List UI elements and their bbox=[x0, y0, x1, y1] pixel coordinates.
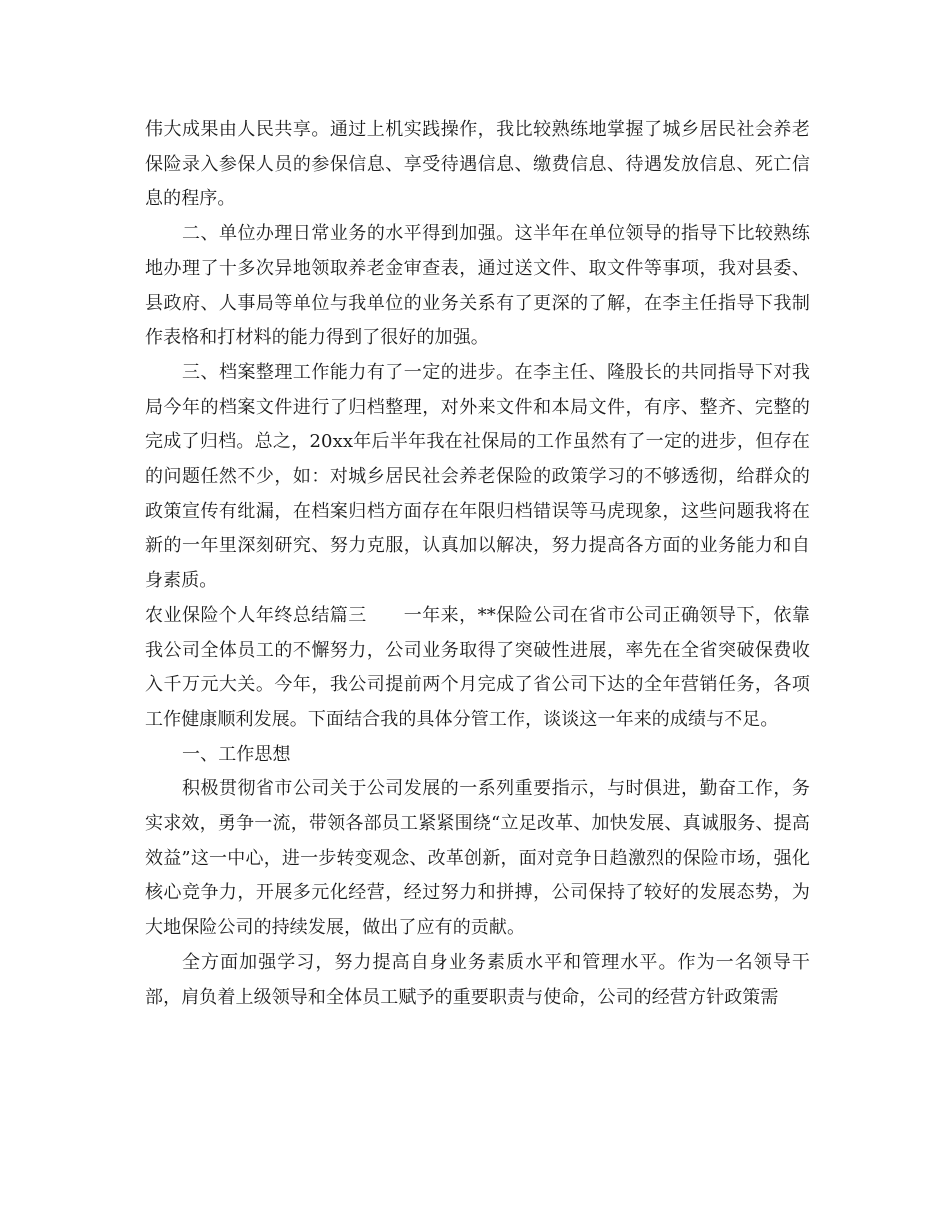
paragraph-4: 农业保险个人年终总结篇三 一年来，**保险公司在省市公司正确领导下，依靠我公司全体员工的不懈努力，公司业务取得了突破性进展，率先在全省突破保费收入千万元大关。今年，我公司提前两个月完成了省公司下达的全年营销任务，各项工作健康顺利发展。下面结合我的具体分管工作，谈谈这一年来的成绩与不足。 bbox=[145, 604, 810, 730]
paragraph-3: 三、档案整理工作能力有了一定的进步。在李主任、隆股长的共同指导下对我局今年的档案文件进行了归档整理，对外来文件和本局文件，有序、整齐、完整的完成了归档。总之，20xx年后半年我在社保局的工作虽然有了一定的进步，但存在的问题任然不少，如：对城乡居民社会养老保险的政策学习的不够透彻，给群众的政策宣传有纰漏，在档案归档方面存在年限归档错误等马虎现象，这些问题我将在新的一年里深刻研究、努力克服，认真加以解决，努力提高各方面的业务能力和自身素质。 bbox=[145, 361, 810, 592]
document-body bbox=[145, 113, 810, 1015]
paragraph-6: 积极贯彻省市公司关于公司发展的一系列重要指示，与时俱进，勤奋工作，务实求效，勇争一流，带领各部员工紧紧围绕“立足改革、加快发展、真诚服务、提高效益”这一中心，进一步转变观念、改革创新，面对竞争日趋激烈的保险市场，强化核心竞争力，开展多元化经营，经过努力和拼搏，公司保持了较好的发展态势，为大地保险公司的持续发展，做出了应有的贡献。 bbox=[145, 778, 810, 939]
paragraph-1: 伟大成果由人民共享。通过上机实践操作，我比较熟练地掌握了城乡居民社会养老保险录入参保人员的参保信息、享受待遇信息、缴费信息、待遇发放信息、死亡信息的程序。 bbox=[145, 119, 810, 210]
paragraph-2: 二、单位办理日常业务的水平得到加强。这半年在单位领导的指导下比较熟练地办理了十多次异地领取养老金审查表，通过送文件、取文件等事项，我对县委、县政府、人事局等单位与我单位的业务关系有了更深的了解，在李主任指导下我制作表格和打材料的能力得到了很好的加强。 bbox=[145, 223, 810, 349]
paragraph-7: 全方面加强学习，努力提高自身业务素质水平和管理水平。作为一名领导干部，肩负着上级领导和全体员工赋予的重要职责与使命，公司的经营方针政策需 bbox=[145, 951, 810, 1008]
section-heading-work-thoughts: 一、工作思想 bbox=[182, 743, 291, 765]
